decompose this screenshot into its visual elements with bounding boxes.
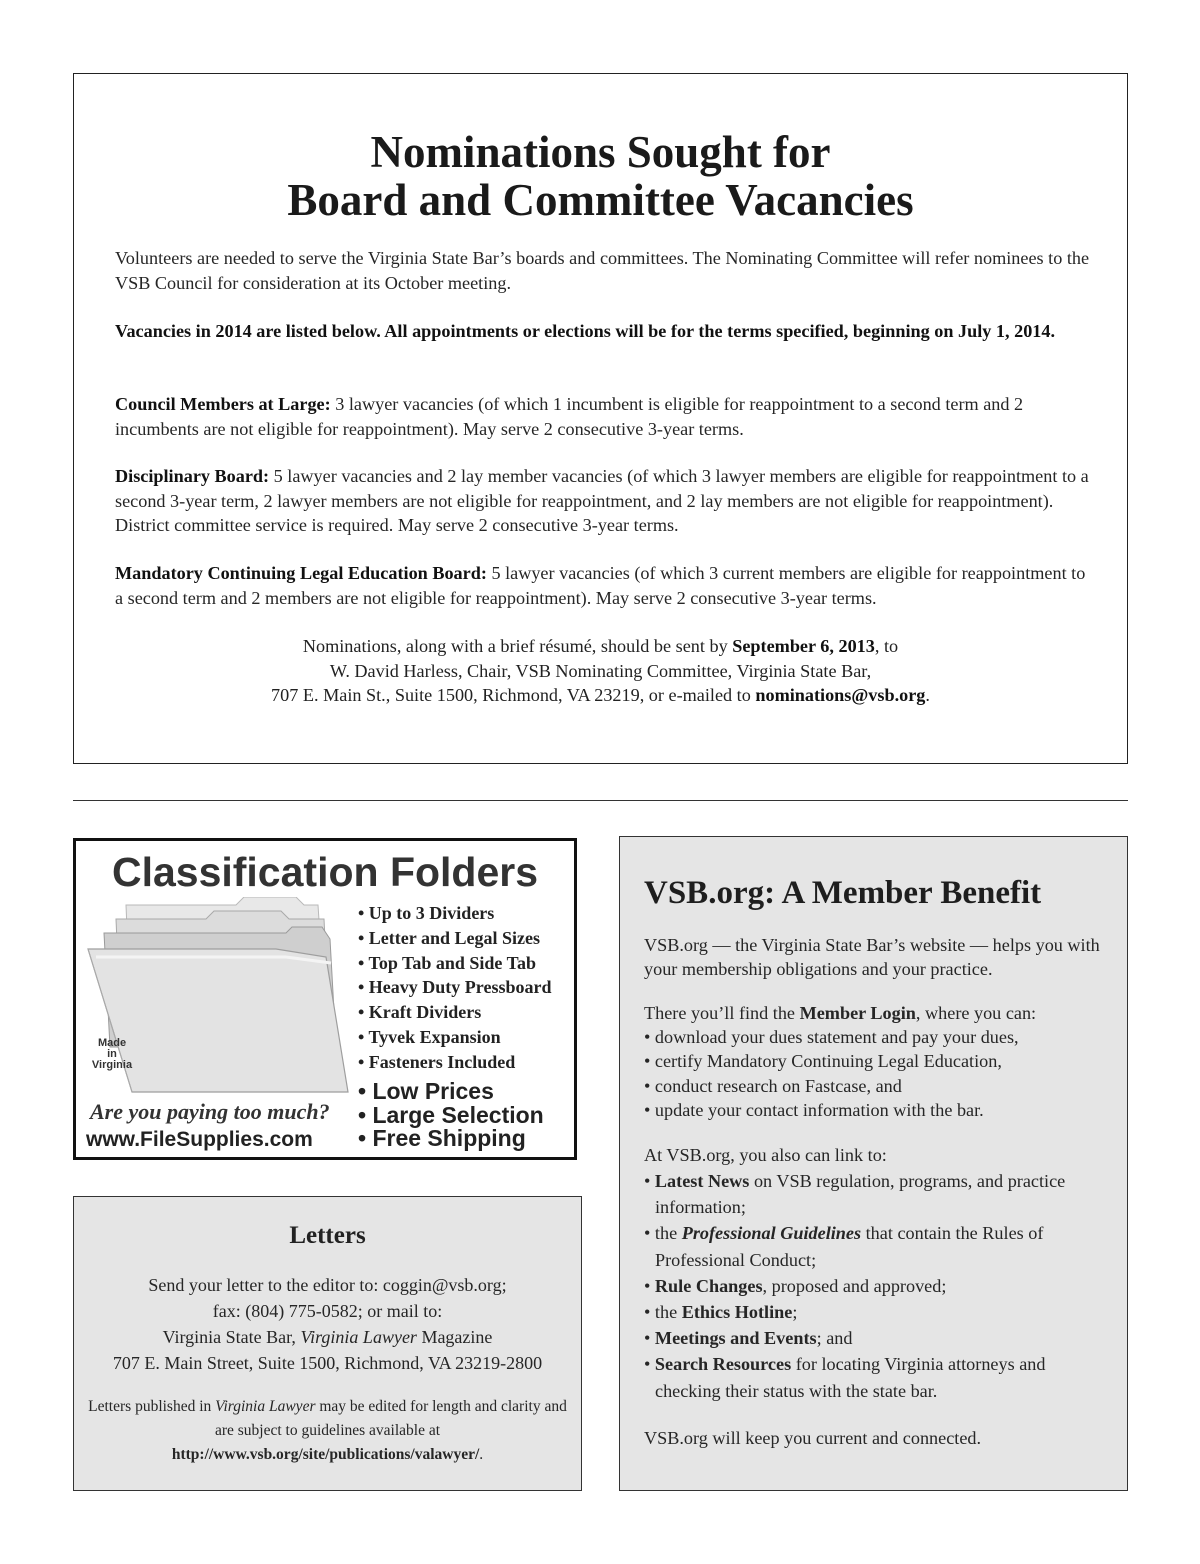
list-item: • Search Resources for locating Virginia attorneys and checking their status with the state bar. (644, 1354, 1046, 1401)
ad-feature: • Tyvek Expansion (358, 1026, 501, 1047)
vsb-links-list (644, 1168, 1114, 1404)
latest-news-link[interactable]: Latest News (654, 1171, 750, 1191)
search-resources-link[interactable]: Search Resources (654, 1354, 792, 1375)
letters-fine-print: Letters published in Virginia Lawyer may be edited for length and clarity and are subject to guidelines available at http://www.vsb.org/site/publications/valawyer/. (88, 1398, 567, 1463)
ethics-hotline-link[interactable]: Ethics Hotline (681, 1302, 793, 1323)
list-item: • update your contact information with the bar. (644, 1099, 984, 1120)
selling-point: • Large Selection (358, 1101, 544, 1128)
letters-guidelines-link[interactable]: http://www.vsb.org/site/publications/valawyer/ (171, 1446, 480, 1463)
list-item: • Latest News on VSB regulation, programs, and practice information; (644, 1171, 1066, 1218)
letters-address: Send your letter to the editor to: coggin@vsb.org; fax: (804) 775-0582; or mail to: Virginia State Bar, Virginia Lawyer Magazine 707 E. Main Street, Suite 1500, Richmond, VA 23219-2800 (112, 1275, 543, 1373)
nominations-box (73, 73, 1128, 764)
nominations-title: Nominations Sought for Board and Committee Vacancies (287, 127, 914, 225)
list-item: • Rule Changes, proposed and approved; (644, 1275, 947, 1296)
list-item: • the Professional Guidelines that contain the Rules of Professional Conduct; (644, 1223, 1044, 1270)
list-item: • the Ethics Hotline; (644, 1302, 798, 1323)
letters-box (73, 1196, 582, 1491)
member-login-link[interactable]: Member Login (799, 1003, 916, 1023)
nominations-intro: Volunteers are needed to serve the Virginia State Bar’s boards and committees. The Nominating Committee will refer nominees to the VSB Council for consideration at its October meeting. (115, 248, 1090, 293)
ad-feature: • Fasteners Included (358, 1051, 516, 1072)
mcle-board-paragraph: Mandatory Continuing Legal Education Board: 5 lawyer vacancies (of which 3 current members are eligible for reappointment to a second term and 2 members are not eligible for reappointment). May serve 2 consecutive 3-year terms. (115, 563, 1086, 608)
submission-instructions: Nominations, along with a brief résumé, should be sent by September 6, 2013, to W. David Harless, Chair, VSB Nominating Committee, Virginia State Bar, 707 E. Main St., Suite 1500, Richmond, VA 23219, or e-mailed to nominations@vsb.org. (271, 636, 930, 705)
ad-feature: • Top Tab and Side Tab (358, 952, 536, 973)
ad-feature: • Letter and Legal Sizes (358, 927, 540, 948)
professional-guidelines-link[interactable]: Professional Guidelines (681, 1223, 862, 1244)
selling-point: • Free Shipping (358, 1125, 526, 1151)
rule-changes-link[interactable]: Rule Changes (654, 1275, 763, 1296)
list-item: • certify Mandatory Continuing Legal Education, (644, 1051, 1002, 1072)
section-divider (73, 800, 1128, 801)
list-item: • Meetings and Events; and (644, 1328, 853, 1349)
ad-feature: • Up to 3 Dividers (358, 903, 495, 923)
meetings-events-link[interactable]: Meetings and Events (654, 1328, 817, 1349)
list-item: • download your dues statement and pay your dues, (644, 1027, 1019, 1047)
deadline-date: September 6, 2013 (732, 636, 875, 656)
vsb-intro: VSB.org — the Virginia State Bar’s website — helps you with your membership obligations and your practice. (644, 935, 1100, 980)
letters-title: Letters (289, 1222, 366, 1249)
council-members-paragraph: Council Members at Large: 3 lawyer vacancies (of which 1 incumbent is eligible for reappointment to a second term and 2 incumbents are not eligible for reappointment). May serve 2 consecutive 3-year terms. (115, 394, 1024, 439)
ad-selling-points (358, 1080, 544, 1151)
vsb-links-intro: At VSB.org, you also can link to: (644, 1145, 887, 1165)
list-item: • conduct research on Fastcase, and (644, 1075, 902, 1096)
ad-features-list (358, 901, 551, 1075)
vsb-closing: VSB.org will keep you current and connected. (644, 1428, 982, 1448)
classification-folders-ad (73, 838, 577, 1160)
vsb-member-benefit-box (619, 836, 1128, 1491)
vacancies-note: Vacancies in 2014 are listed below. All appointments or elections will be for the terms specified, beginning on July 1, 2014. (115, 321, 1056, 341)
ad-title: Classification Folders (111, 849, 539, 895)
made-in-virginia-label: Made in Virginia (91, 1037, 133, 1071)
ad-question: Are you paying too much? (90, 1099, 330, 1124)
ad-feature: • Heavy Duty Pressboard (358, 977, 552, 998)
ad-url-link[interactable]: www.FileSupplies.com (86, 1128, 313, 1151)
selling-point: • Low Prices (358, 1078, 494, 1104)
vsb-title: VSB.org: A Member Benefit (644, 875, 1042, 911)
nominations-email[interactable]: nominations@vsb.org (755, 685, 926, 705)
disciplinary-board-paragraph: Disciplinary Board: 5 lawyer vacancies and 2 lay member vacancies (of which 3 lawyer members are eligible for reappointment to a second 3-year term, 2 lawyer members are not eligible for reappointment, and 2 lay members are not eligible for reappointment). District committee service is required. May serve 2 consecutive 3-year terms. (115, 466, 1089, 535)
ad-feature: • Kraft Dividers (358, 1002, 482, 1023)
member-login-intro: There you’ll find the Member Login, where you can: (644, 1003, 1037, 1023)
member-login-list (644, 1025, 1114, 1122)
